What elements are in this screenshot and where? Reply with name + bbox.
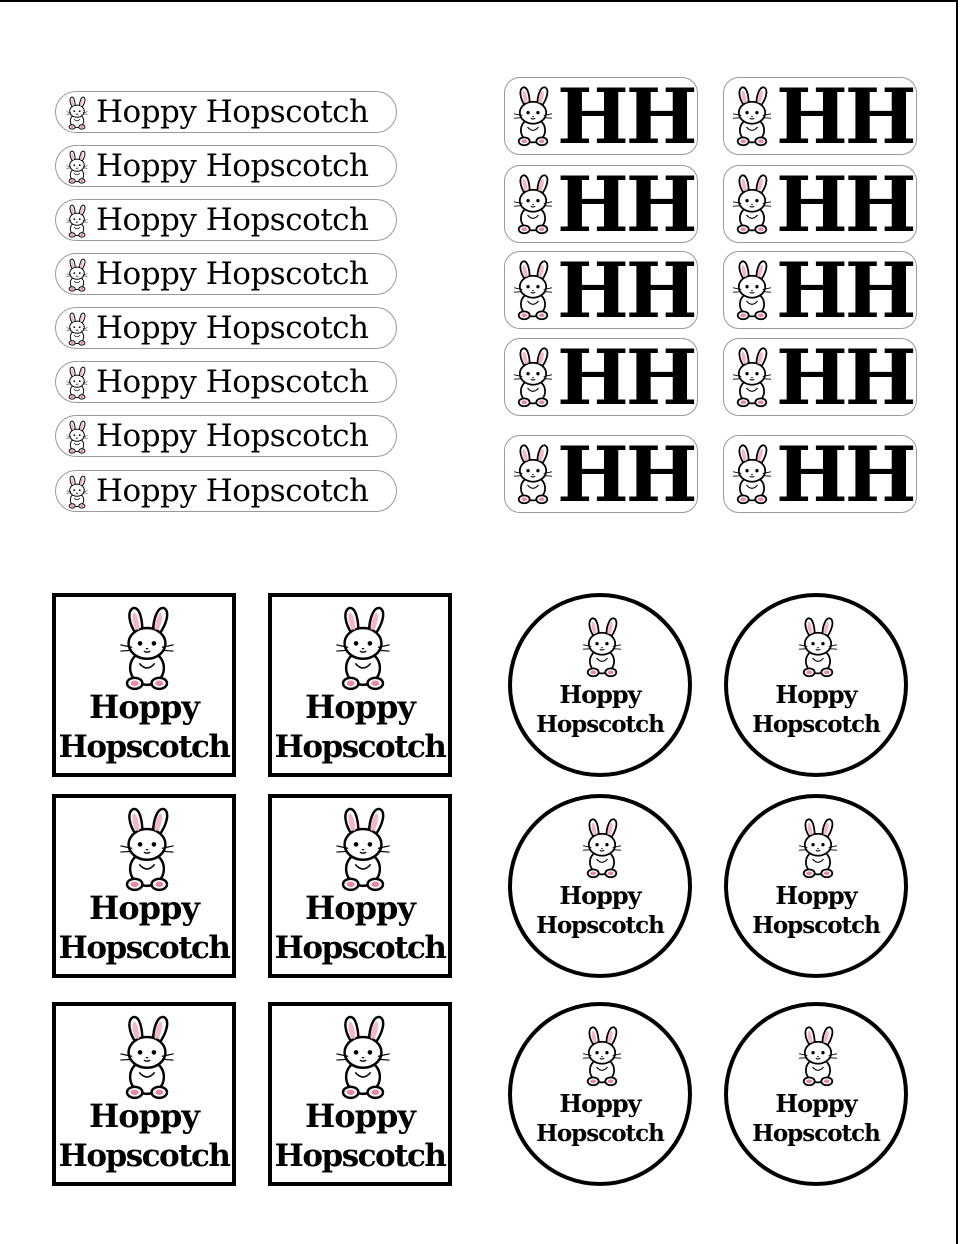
bunny-icon <box>64 420 90 454</box>
name-strip-text: Hoppy Hopscotch <box>96 256 369 292</box>
bunny-icon <box>511 345 555 409</box>
initial-text: HH <box>776 333 914 422</box>
name-strip-text: Hoppy Hopscotch <box>96 148 369 184</box>
circle-label-line2: Hopscotch <box>752 912 880 939</box>
name-strip-label <box>55 307 397 349</box>
bunny-icon <box>511 172 555 236</box>
initial-text: HH <box>557 160 695 249</box>
name-strip-label <box>55 253 397 295</box>
circle-label-line1: Hoppy <box>775 1089 857 1118</box>
circle-label-line2: Hopscotch <box>536 711 664 738</box>
circle-label-line2: Hopscotch <box>536 1120 664 1147</box>
bunny-icon <box>116 1014 178 1100</box>
bunny-icon <box>511 84 555 148</box>
square-label <box>268 593 452 777</box>
square-label <box>268 1002 452 1186</box>
bunny-icon <box>64 96 90 130</box>
square-label-line2: Hopscotch <box>274 729 446 765</box>
bunny-icon <box>116 806 178 892</box>
initial-label <box>723 160 917 249</box>
square-label <box>52 593 236 777</box>
square-label <box>52 1002 236 1186</box>
circle-label <box>508 1002 692 1186</box>
initial-text: HH <box>776 246 914 335</box>
circle-label <box>724 794 908 978</box>
circle-label <box>724 593 908 777</box>
square-label-line1: Hoppy <box>89 1097 199 1135</box>
bunny-icon <box>730 172 774 236</box>
initial-label <box>723 72 917 161</box>
circle-label-line2: Hopscotch <box>752 1120 880 1147</box>
square-label-line1: Hoppy <box>89 688 199 726</box>
square-label-line2: Hopscotch <box>58 930 230 966</box>
square-label-line2: Hopscotch <box>274 930 446 966</box>
bunny-icon <box>332 806 394 892</box>
square-label-line1: Hoppy <box>305 1097 415 1135</box>
name-strip-label <box>55 415 397 457</box>
initial-text: HH <box>776 72 914 161</box>
initial-label <box>723 430 917 519</box>
bunny-icon <box>116 605 178 691</box>
initial-label <box>723 333 917 422</box>
bunny-icon <box>64 312 90 346</box>
circle-label <box>724 1002 908 1186</box>
circle-label-line1: Hoppy <box>559 881 641 910</box>
bunny-icon <box>580 615 624 679</box>
circle-label-line1: Hoppy <box>559 1089 641 1118</box>
bunny-icon <box>332 1014 394 1100</box>
name-strip-label <box>55 91 397 133</box>
circle-label-line2: Hopscotch <box>536 912 664 939</box>
initial-text: HH <box>557 333 695 422</box>
initial-label <box>504 333 698 422</box>
bunny-icon <box>64 150 90 184</box>
initial-label <box>723 246 917 335</box>
bunny-icon <box>64 475 90 509</box>
square-label-line1: Hoppy <box>305 889 415 927</box>
bunny-icon <box>511 258 555 322</box>
name-strip-label <box>55 145 397 187</box>
bunny-icon <box>511 442 555 506</box>
square-label-line2: Hopscotch <box>274 1138 446 1174</box>
name-strip-text: Hoppy Hopscotch <box>96 364 369 400</box>
bunny-icon <box>580 816 624 880</box>
square-label-line1: Hoppy <box>305 688 415 726</box>
bunny-icon <box>64 366 90 400</box>
bunny-icon <box>730 442 774 506</box>
initial-text: HH <box>776 430 914 519</box>
initial-label <box>504 246 698 335</box>
circle-label-line1: Hoppy <box>775 881 857 910</box>
circle-label-line1: Hoppy <box>775 680 857 709</box>
initial-text: HH <box>776 160 914 249</box>
name-strip-text: Hoppy Hopscotch <box>96 418 369 454</box>
square-label-line2: Hopscotch <box>58 729 230 765</box>
initial-text: HH <box>557 246 695 335</box>
bunny-icon <box>580 1024 624 1088</box>
circle-label <box>508 593 692 777</box>
square-label-line1: Hoppy <box>89 889 199 927</box>
bunny-icon <box>730 345 774 409</box>
name-strip-text: Hoppy Hopscotch <box>96 310 369 346</box>
bunny-icon <box>64 204 90 238</box>
square-label <box>268 794 452 978</box>
square-label <box>52 794 236 978</box>
initial-text: HH <box>557 72 695 161</box>
initial-label <box>504 72 698 161</box>
bunny-icon <box>332 605 394 691</box>
initial-text: HH <box>557 430 695 519</box>
circle-label-line2: Hopscotch <box>752 711 880 738</box>
bunny-icon <box>730 258 774 322</box>
bunny-icon <box>796 816 840 880</box>
name-strip-label <box>55 199 397 241</box>
bunny-icon <box>796 615 840 679</box>
initial-label <box>504 430 698 519</box>
bunny-icon <box>64 258 90 292</box>
name-strip-text: Hoppy Hopscotch <box>96 202 369 238</box>
circle-label <box>508 794 692 978</box>
name-strip-text: Hoppy Hopscotch <box>96 94 369 130</box>
name-strip-label <box>55 470 397 512</box>
name-strip-label <box>55 361 397 403</box>
bunny-icon <box>730 84 774 148</box>
initial-label <box>504 160 698 249</box>
square-label-line2: Hopscotch <box>58 1138 230 1174</box>
name-strip-text: Hoppy Hopscotch <box>96 473 369 509</box>
bunny-icon <box>796 1024 840 1088</box>
circle-label-line1: Hoppy <box>559 680 641 709</box>
